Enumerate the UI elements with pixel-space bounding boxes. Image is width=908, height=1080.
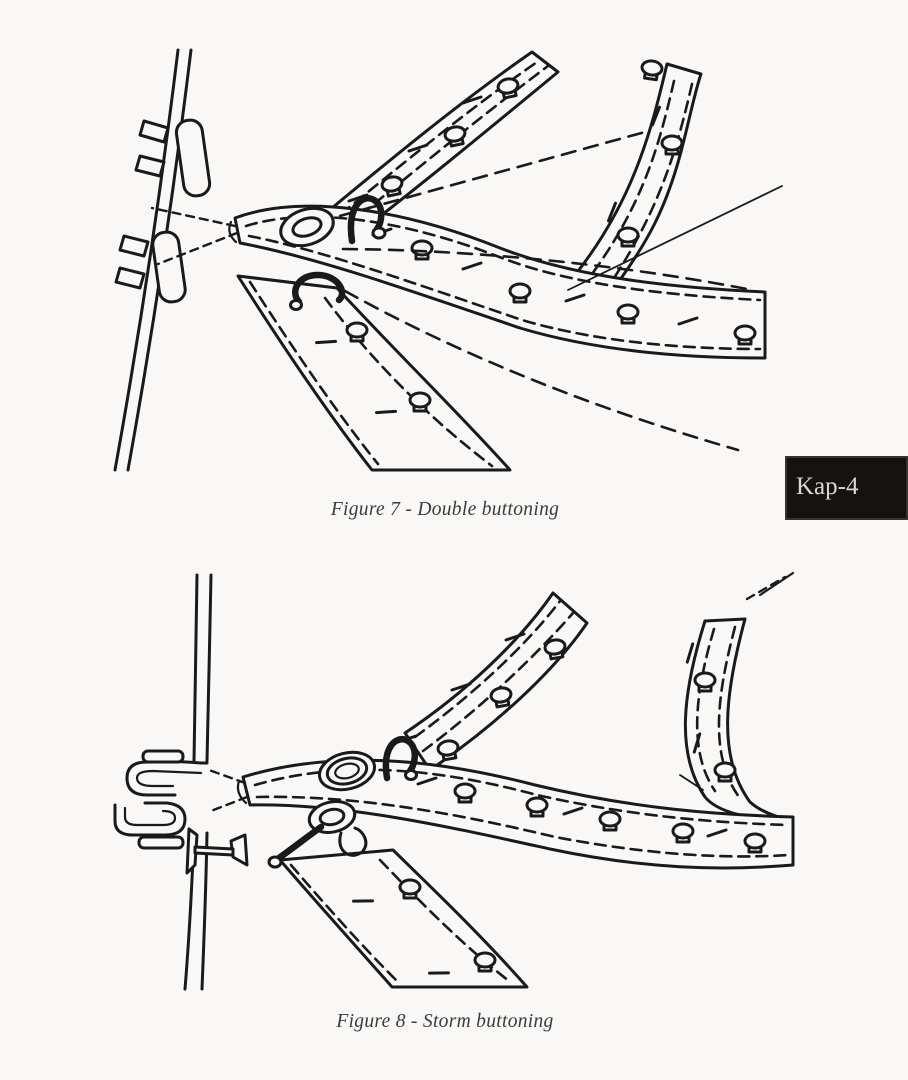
chapter-tab <box>785 456 908 520</box>
curving-strap <box>680 573 793 822</box>
chapter-tab-label: Kap-4 <box>796 473 859 500</box>
lower-strap <box>280 850 527 987</box>
corner-stitching <box>209 770 247 811</box>
figure-8-panel <box>105 565 795 992</box>
figure7-illustration <box>100 36 785 473</box>
pole-and-cleats <box>115 50 211 470</box>
upper-strap <box>398 593 587 770</box>
figure8-illustration <box>105 565 795 992</box>
pole-and-storm-seam <box>115 575 247 989</box>
figure-7-caption: Figure 7 - Double buttoning <box>330 499 560 520</box>
figure-7-panel <box>100 36 785 473</box>
figure-8-caption: Figure 8 - Storm buttoning <box>336 1011 554 1032</box>
